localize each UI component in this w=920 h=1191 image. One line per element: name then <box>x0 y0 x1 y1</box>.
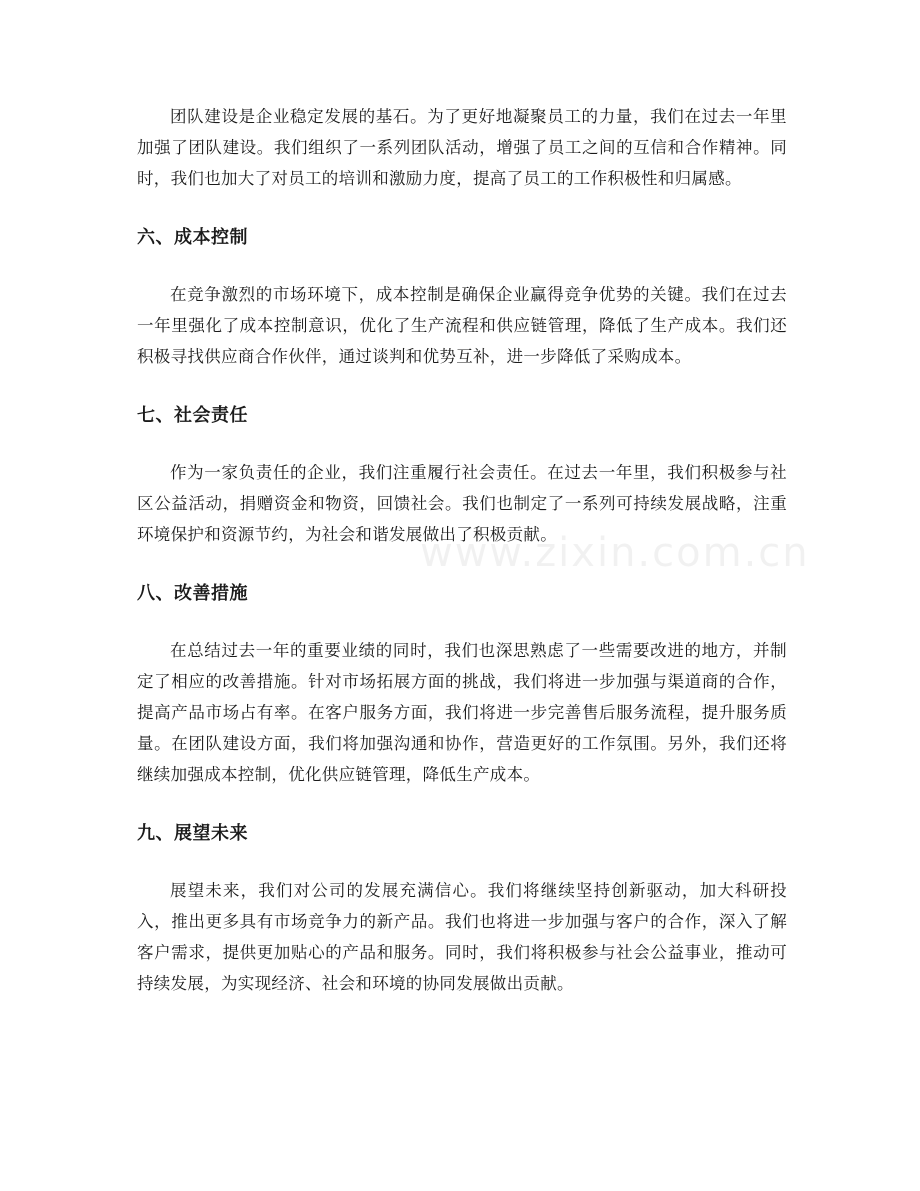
paragraph-improvement-measures: 在总结过去一年的重要业绩的同时，我们也深思熟虑了一些需要改进的地方，并制定了相应的改善措施。针对市场拓展方面的挑战，我们将进一步加强与渠道商的合作，提高产品市场占有率。在客户服务方面，我们将进一步完善售后服务流程，提升服务质量。在团队建设方面，我们将加强沟通和协作，营造更好的工作氛围。另外，我们还将继续加强成本控制，优化供应链管理，降低生产成本。 <box>137 641 787 784</box>
paragraph-team-building: 团队建设是企业稳定发展的基石。为了更好地凝聚员工的力量，我们在过去一年里加强了团队建设。我们组织了一系列团队活动，增强了员工之间的互信和合作精神。同时，我们也加大了对员工的培训和激励力度，提高了员工的工作积极性和归属感。 <box>137 107 787 188</box>
paragraph-future-outlook: 展望未来，我们对公司的发展充满信心。我们将继续坚持创新驱动，加大科研投入，推出更多具有市场竞争力的新产品。我们也将进一步加强与客户的合作，深入了解客户需求，提供更加贴心的产品和服务。同时，我们将积极参与社会公益事业，推动可持续发展，为实现经济、社会和环境的协同发展做出贡献。 <box>137 881 787 993</box>
heading-cost-control: 六、成本控制 <box>137 227 248 248</box>
paragraph-cost-control: 在竞争激烈的市场环境下，成本控制是确保企业赢得竞争优势的关键。我们在过去一年里强化了成本控制意识，优化了生产流程和供应链管理，降低了生产成本。我们还积极寻找供应商合作伙伴，通过谈判和优势互补，进一步降低了采购成本。 <box>137 285 787 366</box>
document-body <box>137 101 787 999</box>
heading-social-responsibility: 七、社会责任 <box>137 405 248 426</box>
watermark: www.zixin.com.cn <box>420 530 810 576</box>
heading-improvement-measures: 八、改善措施 <box>137 583 248 604</box>
heading-future-outlook: 九、展望未来 <box>137 823 248 844</box>
paragraph-social-responsibility: 作为一家负责任的企业，我们注重履行社会责任。在过去一年里，我们积极参与社区公益活动，捐赠资金和物资，回馈社会。我们也制定了一系列可持续发展战略，注重环境保护和资源节约，为社会和谐发展做出了积极贡献。 <box>137 463 787 544</box>
